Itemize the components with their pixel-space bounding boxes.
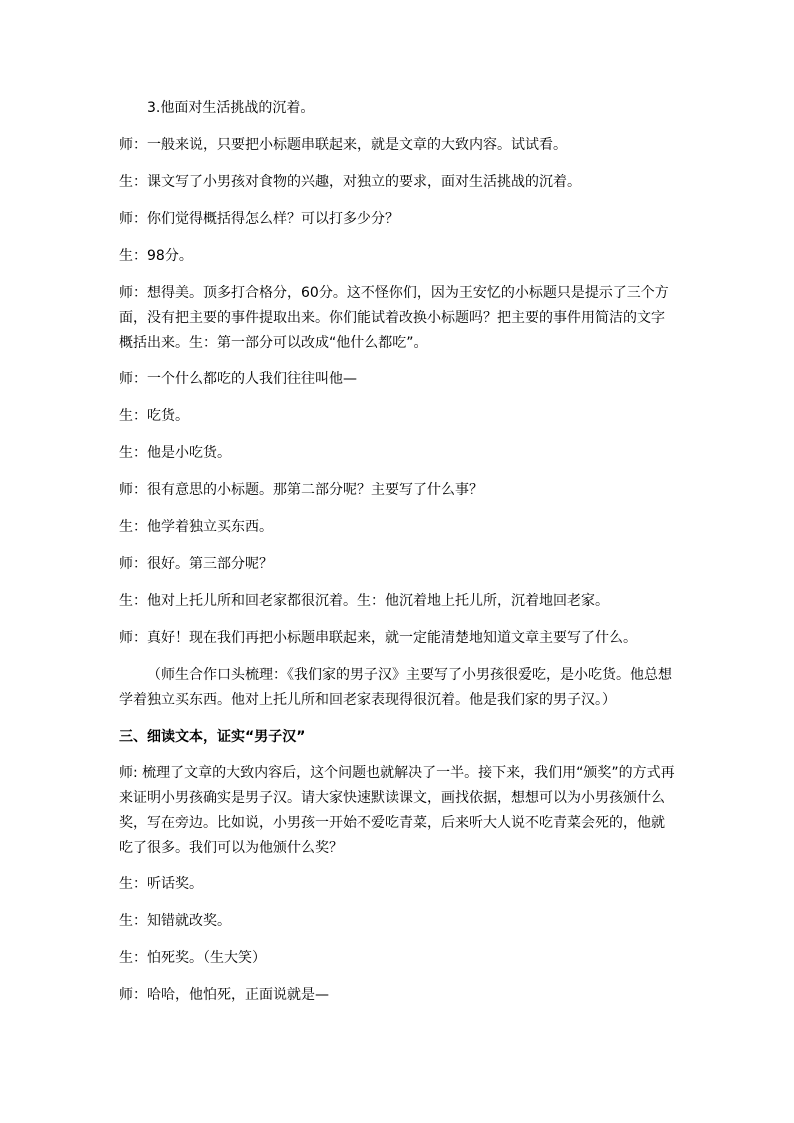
paragraph-student: 生：课文写了小男孩对食物的兴趣，对独立的要求，面对生活挑战的沉着。 <box>119 174 581 190</box>
paragraph-student: 生：他对上托儿所和回老家都很沉着。生：他沉着地上托儿所，沉着地回老家。 <box>119 593 609 609</box>
paragraph-summary: （师生合作口头梳理：《我们家的男子汉》主要写了小男孩很爱吃，是小吃货。他总想学着独立买东西。他对上托儿所和回老家表现得很沉着。他是我们家的男子汉。） <box>119 667 672 708</box>
section-heading: 三、细读文本，证实“男子汉” <box>119 729 306 745</box>
paragraph-teacher: 师：一般来说，只要把小标题串联起来，就是文章的大致内容。试试看。 <box>119 137 567 153</box>
list-item-3: 3.他面对生活挑战的沉着。 <box>147 100 315 116</box>
paragraph-student: 生：听话奖。 <box>119 876 203 892</box>
paragraph-student: 生：吃货。 <box>119 408 189 424</box>
paragraph-teacher: 师：想得美。顶多打合格分，60分。这不怪你们，因为王安忆的小标题只是提示了三个方面，没有把主要的事件提取出来。你们能试着改换小标题吗？把主要的事件用简洁的文字概括出来。生：第一部分可以改成“他什么都吃”。 <box>119 285 669 351</box>
paragraph-teacher: 师：一个什么都吃的人我们往往叫他— <box>119 371 357 387</box>
paragraph-student: 生：知错就改奖。 <box>119 913 231 929</box>
paragraph-teacher: 师：你们觉得概括得怎么样？可以打多少分？ <box>119 211 399 227</box>
paragraph-student: 生：他是小吃货。 <box>119 445 231 461</box>
paragraph-teacher: 师：很好。第三部分呢？ <box>119 556 273 572</box>
paragraph-student: 生：他学着独立买东西。 <box>119 519 273 535</box>
paragraph-teacher: 师：哈哈，他怕死，正面说就是— <box>119 987 329 1003</box>
paragraph-teacher: 师：真好！现在我们再把小标题串联起来，就一定能清楚地知道文章主要写了什么。 <box>119 630 637 646</box>
paragraph-teacher: 师：很有意思的小标题。那第二部分呢？主要写了什么事？ <box>119 482 483 498</box>
paragraph-student: 生：98分。 <box>119 248 193 264</box>
paragraph-student: 生：怕死奖。（生大笑） <box>119 950 266 966</box>
paragraph-teacher: 师: 梳理了文章的大致内容后，这个问题也就解决了一半。接下来，我们用“颁奖”的方式再来证明小男孩确实是男子汉。请大家快速默读课文，画找依据，想想可以为小男孩颁什么奖，写在旁边。比如说，小男孩一开始不爱吃青菜，后来听大人说不吃青菜会死的，他就吃了很多。我们可以为他颁什么奖？ <box>119 765 675 856</box>
